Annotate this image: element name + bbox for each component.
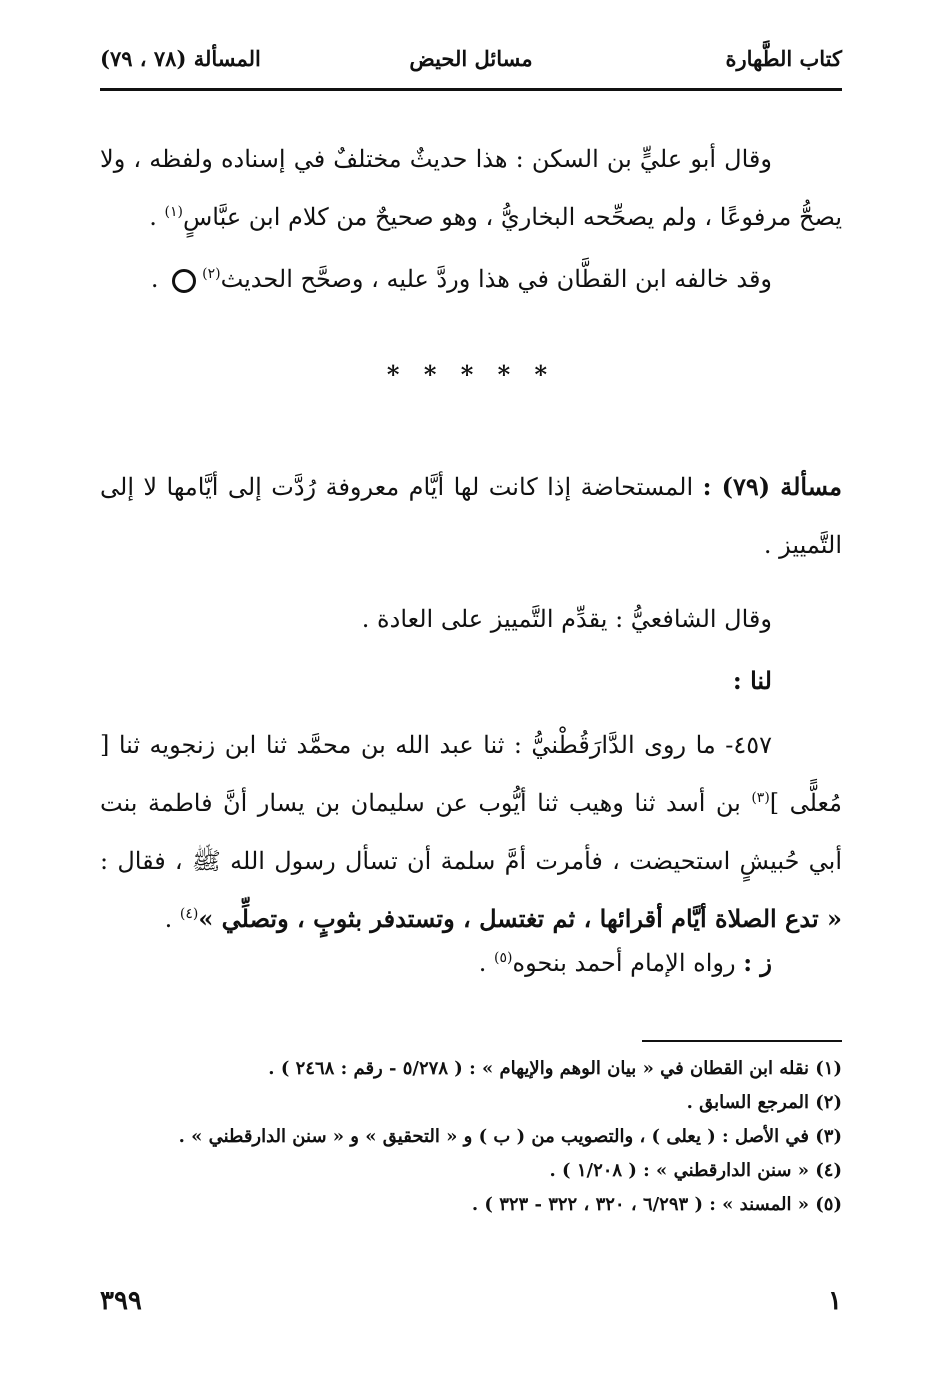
footnote-rule — [642, 1040, 842, 1042]
zawaid-marker: ز : — [743, 948, 772, 977]
footnote-2: (٢) المرجع السابق . — [686, 1092, 842, 1113]
paragraph-ibn-sakan-text: وقال أبو عليٍّ بن السكن : هذا حديثٌ مختلفٌ في إسناده ولفظه ، ولا يصحُّ مرفوعًا ، ولم يصحِّحه البخاريُّ ، وهو صحيحٌ من كلام ابن عبَّاسٍ — [100, 145, 842, 231]
chapter-title: مسائل الحيض — [409, 46, 533, 71]
issue-statement — [100, 458, 842, 574]
footnote-ref-2: (٢) — [202, 266, 221, 282]
riwaya-paragraph — [100, 934, 842, 992]
lana-heading-block — [100, 652, 842, 710]
running-head — [100, 40, 842, 80]
paragraph-ibn-sakan — [100, 130, 842, 246]
book-title: كتاب الطَّهارة — [725, 46, 842, 71]
hadith-narration: بن أسد ثنا وهيب ثنا أيُّوب عن سليمان بن يسار أنَّ فاطمة بنت أبي حُبيشٍ استحيضت ، فأمرت أمَّ سلمة أن تسأل رسول الله ﷺ ، فقال : — [100, 789, 842, 875]
paragraph-end: . — [478, 949, 495, 977]
footnotes — [100, 1052, 842, 1222]
hadith-paragraph — [100, 716, 842, 948]
riwaya-text: رواه الإمام أحمد بنحوه — [512, 949, 744, 977]
paragraph-end: . — [149, 203, 165, 231]
issue-range: المسألة (٧٨ ، ٧٩) — [100, 46, 261, 71]
issue-label: مسألة (٧٩) : — [702, 472, 842, 501]
paragraph-end: . — [164, 905, 180, 933]
paragraph-ibn-qattan-text: وقد خالفه ابن القطَّان في هذا وردَّ عليه ، وصحَّح الحديث — [220, 265, 772, 293]
footnote-5: (٥) « المسند » : ( ٦/٢٩٣ ، ٣٢٠ ، ٣٢٢ - ٣٢٣ ) . — [471, 1194, 842, 1215]
footnote-4: (٤) « سنن الدارقطني » : ( ١/٢٠٨ ) . — [549, 1160, 842, 1181]
lana-heading: لنا : — [732, 666, 772, 695]
page-number: ٣٩٩ — [100, 1286, 142, 1316]
hadith-block — [100, 716, 842, 948]
header-rule — [100, 88, 842, 91]
hadith-quote: « تدع الصلاة أيَّام أقرائها ، ثم تغتسل ، وتستدفر بثوبٍ ، وتصلِّي » — [198, 904, 842, 933]
footnote-ref-1: (١) — [164, 204, 183, 220]
shafii-opinion — [100, 590, 842, 648]
shafii-paragraph: وقال الشافعيُّ : يقدِّم التَّمييز على العادة . — [361, 605, 772, 633]
riwaya-block — [100, 934, 842, 992]
footnote-1: (١) نقله ابن القطان في « بيان الوهم والإيهام » : ( ٥/٢٧٨ - رقم : ٢٤٦٨ ) . — [268, 1058, 842, 1079]
footnote-ref-5: (٥) — [494, 950, 513, 966]
footnote-ref-4: (٤) — [179, 906, 199, 922]
footnote-ref-3: (٣) — [751, 790, 770, 806]
section-separator: * * * * * — [386, 360, 556, 389]
section-one — [100, 130, 842, 308]
footnote-3: (٣) في الأصل : ( يعلى ) ، والتصويب من ( ب ) و « التحقيق » و « سنن الدارقطني » . — [178, 1126, 842, 1147]
paragraph-ibn-qattan — [100, 250, 842, 308]
hadith-isnad: ٤٥٧- ما روى الدَّارَقُطْنيُّ : ثنا عبد الله بن محمَّد ثنا ابن زنجويه ثنا [ مُعلًّى ] — [100, 731, 842, 817]
issue-paragraph — [100, 458, 842, 574]
paragraph-end: . — [150, 265, 167, 293]
signature-number: ١ — [828, 1286, 842, 1316]
section-end-circle-icon — [172, 269, 196, 293]
issue-text: المستحاضة إذا كانت لها أيَّام معروفة رُدَّت إلى أيَّامها لا إلى التَّمييز . — [100, 473, 842, 559]
